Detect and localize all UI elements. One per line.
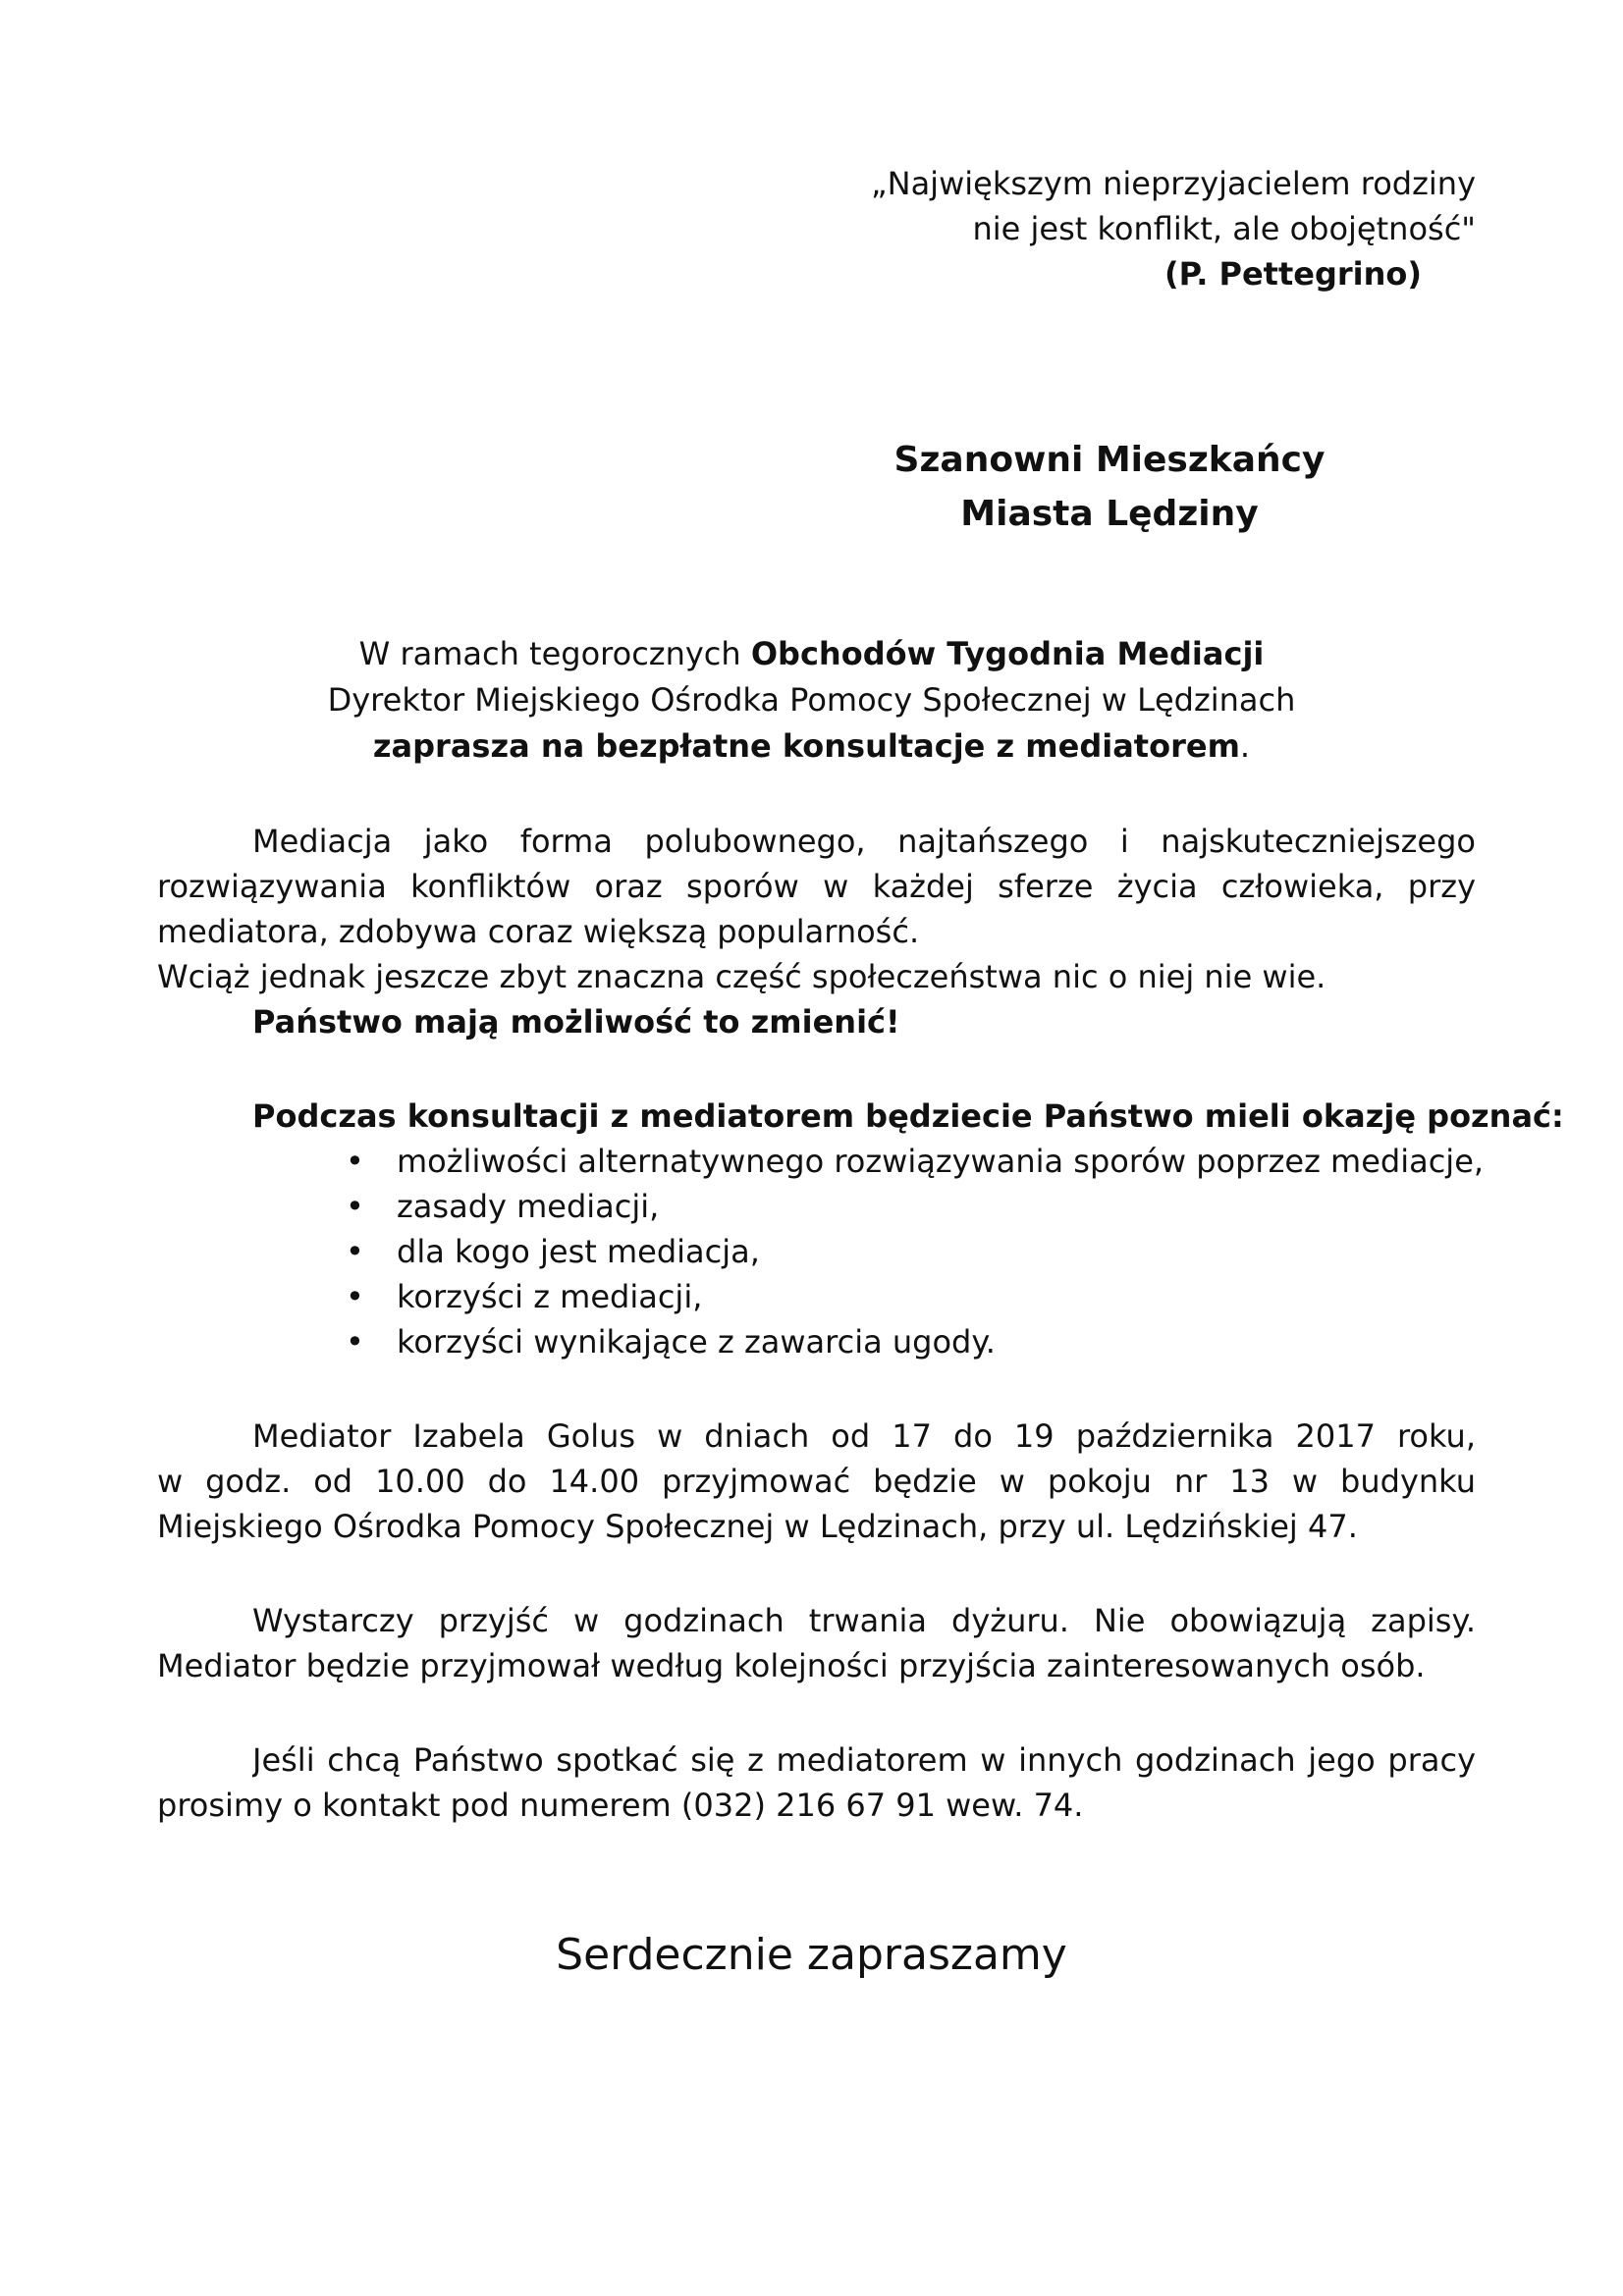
intro-line-2: Dyrektor Miejskiego Ośrodka Pomocy Społecznej w Lędzinach [327, 681, 1296, 719]
para3-line-2: Mediator będzie przyjmował według kolejności przyjścia zainteresowanych osób. [157, 1647, 1426, 1684]
consult-heading: Podczas konsultacji z mediatorem będziecie Państwo mieli okazję poznać: [252, 1097, 1564, 1135]
bullet-marker: • [346, 1278, 364, 1315]
intro-invitation: zaprasza na bezpłatne konsultacje z mediatorem [372, 727, 1240, 765]
bullet-item-2: zasady mediacji, [397, 1188, 660, 1225]
para1-line-5: Państwo mają możliwość to zmienić! [252, 1003, 900, 1041]
closing-text: Serdecznie zapraszamy [556, 1930, 1067, 1980]
bullet-marker: • [346, 1323, 364, 1361]
para3-line-1: Wystarczy przyjść w godzinach trwania dyżuru. Nie obowiązują zapisy. [252, 1602, 1476, 1639]
para2-line-2: w godz. od 10.00 do 14.00 przyjmować będzie w pokoju nr 13 w budynku [157, 1463, 1476, 1500]
intro-period: . [1239, 727, 1251, 765]
para2-line-1: Mediator Izabela Golus w dniach od 17 do 19 października 2017 roku, [252, 1417, 1476, 1455]
intro-line-1 [0, 631, 1623, 676]
bullet-item-5: korzyści wynikające z zawarcia ugody. [397, 1323, 996, 1361]
quote-line-2: nie jest konflikt, ale obojętność" [972, 210, 1476, 247]
bullet-item-4: korzyści z mediacji, [397, 1278, 703, 1315]
para2-line-3: Miejskiego Ośrodka Pomocy Społecznej w Lędzinach, przy ul. Lędzińskiej 47. [157, 1508, 1358, 1545]
intro-emphasis: Obchodów Tygodnia Mediacji [750, 635, 1265, 672]
para1-line-3: mediatora, zdobywa coraz większą popularność. [157, 913, 920, 950]
bullet-marker: • [346, 1233, 364, 1270]
bullet-marker: • [346, 1143, 364, 1180]
bullet-marker: • [346, 1188, 364, 1225]
quote-line-1: „Największym nieprzyjacielem rodziny [871, 165, 1476, 202]
para1-line-1: Mediacja jako forma polubownego, najtańszego i najskuteczniejszego [252, 823, 1476, 860]
bullet-item-3: dla kogo jest mediacja, [397, 1233, 760, 1270]
intro-text: W ramach tegorocznych [358, 635, 751, 672]
bullet-item-1: możliwości alternatywnego rozwiązywania sporów poprzez mediacje, [397, 1143, 1485, 1180]
intro-line-3 [0, 723, 1623, 769]
para1-line-4: Wciąż jednak jeszcze zbyt znaczna część społeczeństwa nic o niej nie wie. [157, 958, 1326, 995]
para1-line-2: rozwiązywania konfliktów oraz sporów w każdej sferze życia człowieka, przy [157, 868, 1476, 905]
para4-line-2: prosimy o kontakt pod numerem (032) 216 67 91 wew. 74. [157, 1787, 1084, 1824]
salutation-line-1: Szanowni Mieszkańcy [893, 440, 1325, 480]
quote-author: (P. Pettegrino) [1164, 255, 1422, 293]
salutation-line-2: Miasta Lędziny [960, 494, 1259, 534]
para4-line-1: Jeśli chcą Państwo spotkać się z mediatorem w innych godzinach jego pracy [252, 1741, 1476, 1779]
